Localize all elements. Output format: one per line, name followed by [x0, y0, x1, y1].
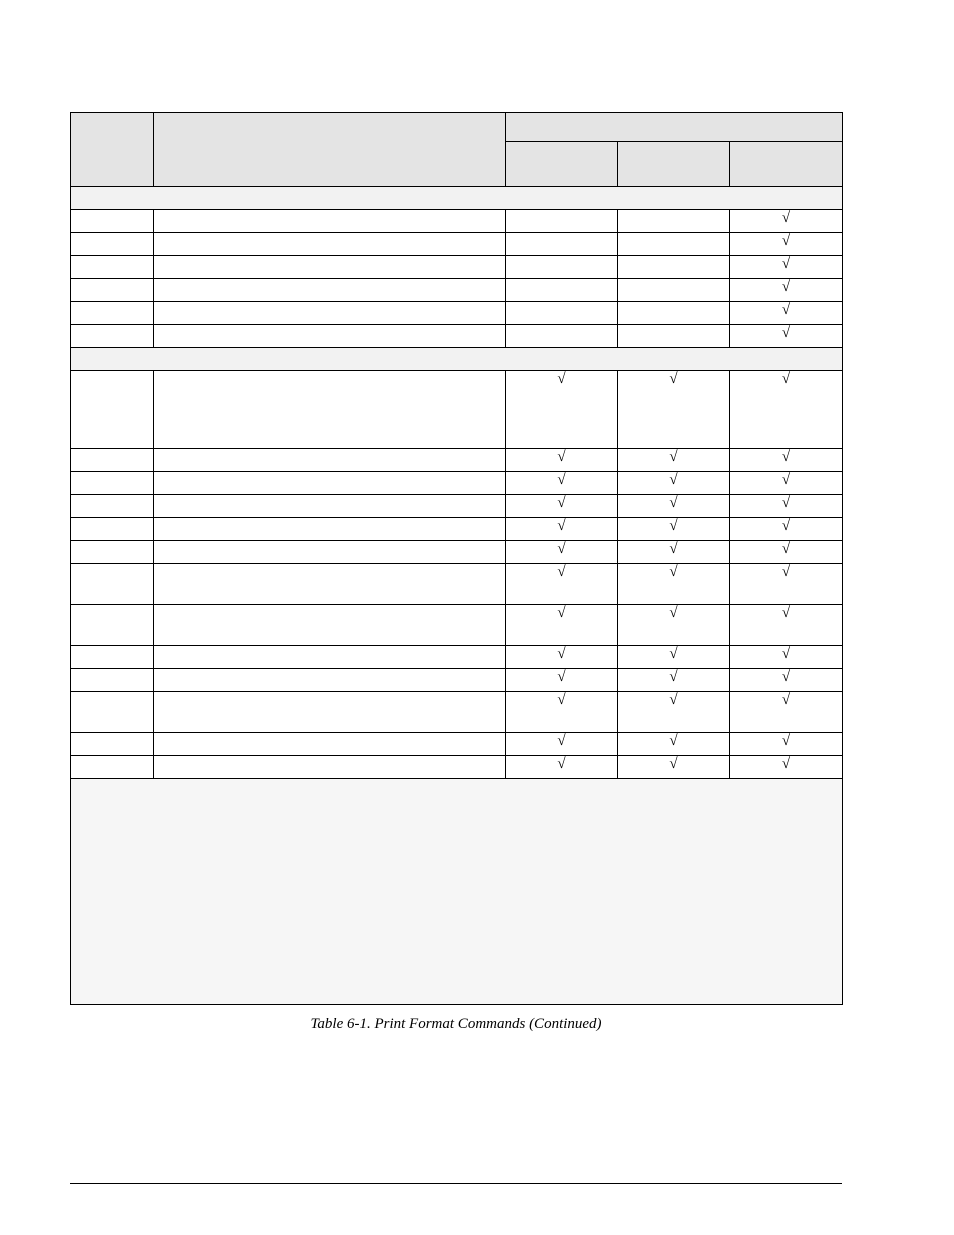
model-1-support-cell — [506, 233, 618, 256]
header-model-1 — [506, 142, 618, 187]
check-mark-icon: √ — [781, 472, 791, 488]
model-2-support-cell — [618, 279, 730, 302]
table-row — [71, 325, 843, 348]
function-cell — [154, 692, 506, 733]
model-2-support-cell — [618, 518, 730, 541]
check-mark-icon: √ — [669, 495, 678, 511]
model-1-support-cell — [506, 756, 618, 779]
check-mark-icon: √ — [669, 756, 678, 772]
command-cell — [71, 564, 154, 605]
model-1-support-cell — [506, 256, 618, 279]
command-cell — [71, 210, 154, 233]
model-3-support-cell — [730, 733, 843, 756]
model-3-support-cell — [730, 449, 843, 472]
check-mark-icon: √ — [669, 733, 678, 749]
model-3-support-cell — [730, 256, 843, 279]
function-cell — [154, 605, 506, 646]
model-1-support-cell — [506, 564, 618, 605]
table-row — [71, 541, 843, 564]
model-3-support-cell — [730, 210, 843, 233]
command-cell — [71, 541, 154, 564]
command-cell — [71, 692, 154, 733]
function-cell — [154, 210, 506, 233]
function-cell — [154, 371, 506, 449]
model-3-support-cell — [730, 495, 843, 518]
check-mark-icon: √ — [557, 646, 566, 662]
model-2-support-cell — [618, 541, 730, 564]
check-mark-icon: √ — [557, 605, 566, 621]
table-row — [71, 279, 843, 302]
model-1-support-cell — [506, 472, 618, 495]
header-function-column — [154, 113, 506, 187]
model-2-support-cell — [618, 210, 730, 233]
check-mark-icon: √ — [781, 692, 791, 708]
function-cell — [154, 279, 506, 302]
check-mark-icon: √ — [557, 733, 566, 749]
function-cell — [154, 233, 506, 256]
command-cell — [71, 371, 154, 449]
model-2-support-cell — [618, 646, 730, 669]
command-cell — [71, 233, 154, 256]
check-mark-icon: √ — [781, 564, 791, 580]
function-cell — [154, 449, 506, 472]
model-2-support-cell — [618, 256, 730, 279]
model-2-support-cell — [618, 302, 730, 325]
check-mark-icon: √ — [781, 605, 791, 621]
model-3-support-cell — [730, 302, 843, 325]
model-2-support-cell — [618, 669, 730, 692]
model-1-support-cell — [506, 669, 618, 692]
model-3-support-cell — [730, 233, 843, 256]
model-2-support-cell — [618, 756, 730, 779]
function-cell — [154, 564, 506, 605]
check-mark-icon: √ — [557, 518, 566, 534]
check-mark-icon: √ — [781, 233, 791, 249]
model-2-support-cell — [618, 325, 730, 348]
check-mark-icon: √ — [781, 733, 791, 749]
model-3-support-cell — [730, 564, 843, 605]
check-mark-icon: √ — [557, 692, 566, 708]
check-mark-icon: √ — [557, 449, 566, 465]
table-caption: Table 6-1. Print Format Commands (Continued) — [310, 1016, 602, 1032]
function-cell — [154, 256, 506, 279]
check-mark-icon: √ — [781, 371, 791, 387]
function-cell — [154, 472, 506, 495]
table-row — [71, 669, 843, 692]
command-cell — [71, 756, 154, 779]
model-1-support-cell — [506, 646, 618, 669]
check-mark-icon: √ — [669, 669, 678, 685]
model-2-support-cell — [618, 692, 730, 733]
model-2-support-cell — [618, 371, 730, 449]
model-3-support-cell — [730, 756, 843, 779]
section-row — [71, 348, 843, 371]
model-1-support-cell — [506, 733, 618, 756]
table-row — [71, 233, 843, 256]
header-model-3 — [730, 142, 843, 187]
check-mark-icon: √ — [781, 669, 791, 685]
model-1-support-cell — [506, 279, 618, 302]
table-row — [71, 256, 843, 279]
command-cell — [71, 472, 154, 495]
command-cell — [71, 256, 154, 279]
header-command-column — [71, 113, 154, 187]
table-row — [71, 210, 843, 233]
check-mark-icon: √ — [781, 210, 791, 226]
function-cell — [154, 669, 506, 692]
model-1-support-cell — [506, 692, 618, 733]
check-mark-icon: √ — [781, 495, 791, 511]
command-cell — [71, 279, 154, 302]
check-mark-icon: √ — [557, 472, 566, 488]
check-mark-icon: √ — [781, 279, 791, 295]
table-row — [71, 518, 843, 541]
function-cell — [154, 756, 506, 779]
model-2-support-cell — [618, 564, 730, 605]
model-3-support-cell — [730, 518, 843, 541]
command-cell — [71, 325, 154, 348]
command-cell — [71, 669, 154, 692]
model-2-support-cell — [618, 495, 730, 518]
model-2-support-cell — [618, 605, 730, 646]
function-cell — [154, 733, 506, 756]
check-mark-icon: √ — [781, 256, 791, 272]
table-row — [71, 449, 843, 472]
function-cell — [154, 302, 506, 325]
check-mark-icon: √ — [557, 564, 566, 580]
check-mark-icon: √ — [781, 756, 791, 772]
model-3-support-cell — [730, 472, 843, 495]
check-mark-icon: √ — [669, 646, 678, 662]
model-3-support-cell — [730, 279, 843, 302]
model-1-support-cell — [506, 541, 618, 564]
table-row — [71, 756, 843, 779]
table-notes-area — [71, 779, 843, 1005]
check-mark-icon: √ — [781, 325, 791, 341]
model-2-support-cell — [618, 733, 730, 756]
footer-rule — [70, 1183, 842, 1184]
table-row — [71, 371, 843, 449]
model-3-support-cell — [730, 692, 843, 733]
model-3-support-cell — [730, 605, 843, 646]
check-mark-icon: √ — [781, 302, 791, 318]
model-1-support-cell — [506, 605, 618, 646]
check-mark-icon: √ — [781, 541, 791, 557]
model-1-support-cell — [506, 495, 618, 518]
check-mark-icon: √ — [781, 646, 791, 662]
model-1-support-cell — [506, 210, 618, 233]
table-row — [71, 495, 843, 518]
table-row — [71, 646, 843, 669]
model-1-support-cell — [506, 449, 618, 472]
print-format-commands-table — [70, 112, 843, 1005]
function-cell — [154, 495, 506, 518]
function-cell — [154, 646, 506, 669]
model-1-support-cell — [506, 371, 618, 449]
table-body — [71, 187, 843, 779]
command-cell — [71, 605, 154, 646]
check-mark-icon: √ — [557, 371, 566, 387]
command-cell — [71, 495, 154, 518]
model-2-support-cell — [618, 472, 730, 495]
table-row — [71, 733, 843, 756]
model-1-support-cell — [506, 302, 618, 325]
model-3-support-cell — [730, 325, 843, 348]
table-row — [71, 692, 843, 733]
check-mark-icon: √ — [669, 605, 678, 621]
function-cell — [154, 518, 506, 541]
check-mark-icon: √ — [557, 669, 566, 685]
command-cell — [71, 646, 154, 669]
table-row — [71, 605, 843, 646]
function-cell — [154, 541, 506, 564]
model-2-support-cell — [618, 233, 730, 256]
table-row — [71, 472, 843, 495]
command-cell — [71, 449, 154, 472]
table-row — [71, 564, 843, 605]
check-mark-icon: √ — [557, 495, 566, 511]
model-3-support-cell — [730, 646, 843, 669]
section-row — [71, 187, 843, 210]
model-3-support-cell — [730, 541, 843, 564]
command-cell — [71, 302, 154, 325]
command-cell — [71, 518, 154, 541]
header-model-2 — [618, 142, 730, 187]
check-mark-icon: √ — [781, 449, 791, 465]
check-mark-icon: √ — [781, 518, 791, 534]
model-3-support-cell — [730, 669, 843, 692]
model-3-support-cell — [730, 371, 843, 449]
header-models-group — [506, 113, 843, 142]
check-mark-icon: √ — [669, 518, 678, 534]
check-mark-icon: √ — [669, 564, 678, 580]
model-1-support-cell — [506, 325, 618, 348]
check-mark-icon: √ — [557, 756, 566, 772]
model-1-support-cell — [506, 518, 618, 541]
check-mark-icon: √ — [669, 472, 678, 488]
model-2-support-cell — [618, 449, 730, 472]
check-mark-icon: √ — [557, 541, 566, 557]
table-row — [71, 302, 843, 325]
command-cell — [71, 733, 154, 756]
check-mark-icon: √ — [669, 449, 678, 465]
function-cell — [154, 325, 506, 348]
check-mark-icon: √ — [669, 371, 678, 387]
check-mark-icon: √ — [669, 692, 678, 708]
check-mark-icon: √ — [669, 541, 678, 557]
